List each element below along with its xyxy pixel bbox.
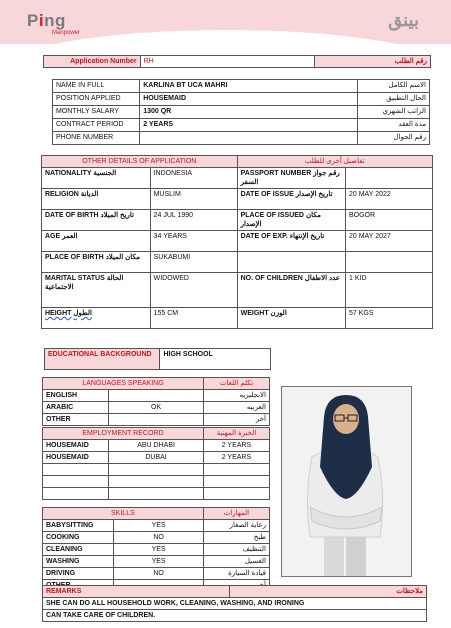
other-details-row (42, 273, 433, 308)
arabic-logo: بينق (388, 10, 419, 30)
applicant-photo (281, 386, 412, 577)
other-details-left-label-en: HEIGHT (45, 310, 72, 317)
skill-value: NO (114, 568, 203, 580)
other-details-right-label-ar: الوزن (270, 310, 287, 317)
ping-logo-letter: P (27, 11, 39, 30)
other-details-left-label (42, 273, 151, 308)
other-details-right-value: BOGOR (346, 210, 433, 231)
other-details-left-label (42, 308, 151, 329)
skill-label: CLEANING (43, 544, 114, 556)
remarks-table (42, 585, 427, 622)
skills-title: SKILLS (43, 508, 204, 520)
other-details-left-label-ar: مكان الميلاد (105, 254, 141, 261)
skill-value: NO (114, 532, 203, 544)
other-details-table (41, 155, 433, 329)
skill-label: WASHING (43, 556, 114, 568)
ping-logo-letter: n (44, 11, 55, 30)
other-details-left-label (42, 189, 151, 210)
other-details-right-label-en: DATE OF ISSUE (240, 191, 294, 198)
other-details-right-label (237, 231, 345, 252)
skill-row (43, 556, 270, 568)
skill-label: COOKING (43, 532, 114, 544)
education-label: EDUCATIONAL BACKGROUND (45, 349, 160, 370)
employment-row (43, 476, 270, 488)
language-value: OK (109, 402, 204, 414)
basic-info-value: 2 YEARS (140, 119, 358, 132)
other-details-left-value: SUKABUMI (150, 252, 237, 273)
ping-logo-sub: Manpower (52, 30, 81, 36)
basic-info-row (53, 93, 430, 106)
basic-info-label: POSITION APPLIED (53, 93, 140, 106)
other-details-row (42, 308, 433, 329)
language-label: OTHER (43, 414, 109, 426)
employment-place (109, 488, 204, 500)
other-details-left-label-ar: الطول (73, 310, 92, 317)
other-details-left-label-ar: تاريخ الميلاد (100, 212, 134, 219)
ping-logo (27, 11, 66, 31)
language-value (109, 390, 204, 402)
remarks-line-2: CAN TAKE CARE OF CHILDREN. (43, 610, 427, 622)
other-details-row (42, 189, 433, 210)
language-label-ar: آخر (204, 414, 270, 426)
other-details-left-label-en: NATIONALITY (45, 170, 92, 177)
application-number-label-ar: رقم الطلب (315, 56, 431, 68)
ping-logo-letter: i (38, 11, 45, 30)
other-details-row (42, 210, 433, 231)
skill-value: YES (114, 556, 203, 568)
applicant-photo-illustration (282, 387, 411, 576)
skill-value: YES (114, 520, 203, 532)
employment-period (203, 464, 269, 476)
education-table (44, 348, 271, 370)
languages-table (42, 377, 270, 426)
basic-info-label: MONTHLY SALARY (53, 106, 140, 119)
other-details-row (42, 252, 433, 273)
other-details-left-label-ar: العمر (62, 233, 78, 240)
skills-title-ar: المهارات (203, 508, 269, 520)
other-details-left-label-ar: الديانة (80, 191, 99, 198)
other-details-right-label-ar: عدد الاطفال (304, 275, 340, 282)
other-details-left-value: MUSLIM (150, 189, 237, 210)
other-details-right-value: 20 MAY 2027 (346, 231, 433, 252)
basic-info-label-ar: الاسم الكامل (357, 80, 429, 93)
other-details-left-value: 155 CM (150, 308, 237, 329)
other-details-left-label-en: DATE OF BIRTH (45, 212, 99, 219)
languages-title: LANGUAGES SPEAKING (43, 378, 204, 390)
other-details-right-value (346, 168, 433, 189)
basic-info-label-ar: مدة العقد (357, 119, 429, 132)
basic-info-value (140, 132, 358, 145)
other-details-left-label-en: PLACE OF BIRTH (45, 254, 104, 261)
basic-info-value: HOUSEMAID (140, 93, 358, 106)
employment-row (43, 464, 270, 476)
basic-info-label-ar: رقم الجوال (357, 132, 429, 145)
other-details-left-label (42, 252, 151, 273)
employment-row (43, 452, 270, 464)
basic-info-row (53, 119, 430, 132)
language-row (43, 390, 270, 402)
other-details-right-label-ar: تاريخ الإنتهاء (289, 233, 325, 240)
basic-info-label: PHONE NUMBER (53, 132, 140, 145)
employment-position (43, 464, 109, 476)
employment-title: EMPLOYMENT RECORD (43, 428, 204, 440)
other-details-right-label-en: WEIGHT (240, 310, 269, 317)
language-label-ar: الانجليزيه (204, 390, 270, 402)
basic-info-label: CONTRACT PERIOD (53, 119, 140, 132)
other-details-left-label-en: AGE (45, 233, 61, 240)
other-details-right-label-en: NO. OF CHILDREN (240, 275, 303, 282)
language-row (43, 402, 270, 414)
remarks-line-1: SHE CAN DO ALL HOUSEHOLD WORK, CLEANING, WASHING, AND IRONING (43, 598, 427, 610)
employment-title-ar: الخبرة المهنية (203, 428, 269, 440)
employment-place: DUBAI (109, 452, 204, 464)
employment-row (43, 440, 270, 452)
language-value (109, 414, 204, 426)
other-details-left-label-ar: الجنسية (93, 170, 117, 177)
skill-label: BABYSITTING (43, 520, 114, 532)
employment-position (43, 488, 109, 500)
language-label: ARABIC (43, 402, 109, 414)
basic-info-row (53, 132, 430, 145)
employment-period (203, 488, 269, 500)
other-details-right-label (237, 252, 345, 273)
skill-row (43, 544, 270, 556)
skill-row (43, 520, 270, 532)
languages-title-ar: تكلم اللغات (204, 378, 270, 390)
employment-period: 2 YEARS (203, 452, 269, 464)
skill-row (43, 532, 270, 544)
other-details-right-label-ar: مكان الإصدار (240, 212, 321, 228)
basic-info-label-ar: الحال التطبيق (357, 93, 429, 106)
remarks-title-ar: ملاحظات (230, 586, 427, 598)
skill-label-ar: قيادة السيارة (203, 568, 269, 580)
other-details-right-label (237, 273, 345, 308)
employment-period: 2 YEARS (203, 440, 269, 452)
language-label: ENGLISH (43, 390, 109, 402)
skill-label-ar: التنظيف (203, 544, 269, 556)
basic-info-value: KARLINA BT UCA MAHRI (140, 80, 358, 93)
employment-period (203, 476, 269, 488)
basic-info-label-ar: الراتب الشهري (357, 106, 429, 119)
other-details-left-label (42, 168, 151, 189)
other-details-title-ar: تفاصيل أخرى للطلب (237, 156, 432, 168)
other-details-left-label-en: MARITAL STATUS (45, 275, 105, 282)
other-details-right-label (237, 308, 345, 329)
employment-place: ABU DHABI (109, 440, 204, 452)
remarks-title: REMARKS (43, 586, 230, 598)
skill-label-ar: طبخ (203, 532, 269, 544)
other-details-row (42, 231, 433, 252)
employment-table (42, 427, 270, 500)
other-details-right-label (237, 189, 345, 210)
other-details-right-value: 1 KID (346, 273, 433, 308)
other-details-left-value: 24 JUL 1990 (150, 210, 237, 231)
basic-info-row (53, 106, 430, 119)
other-details-title: OTHER DETAILS OF APPLICATION (42, 156, 238, 168)
other-details-right-label-ar: رقم جواز السفر (240, 170, 340, 186)
other-details-right-label-en: PLACE OF ISSUED (240, 212, 304, 219)
basic-info-table (52, 79, 430, 145)
other-details-left-label (42, 210, 151, 231)
ping-logo-letter: g (54, 11, 66, 30)
employment-position: HOUSEMAID (43, 452, 109, 464)
skill-label-ar: رعاية الصغار (203, 520, 269, 532)
other-details-left-label (42, 231, 151, 252)
other-details-right-label-ar: تاريخ الإصدار (295, 191, 333, 198)
skill-label: DRIVING (43, 568, 114, 580)
other-details-right-value (346, 252, 433, 273)
skill-value: YES (114, 544, 203, 556)
other-details-row (42, 168, 433, 189)
education-value: HIGH SCHOOL (160, 349, 271, 370)
other-details-right-label-en: DATE OF EXP. (240, 233, 288, 240)
other-details-right-label (237, 210, 345, 231)
other-details-left-value: WIDOWED (150, 273, 237, 308)
application-number-table (43, 55, 431, 68)
basic-info-label: NAME IN FULL (53, 80, 140, 93)
skill-label-ar: الغسيل (203, 556, 269, 568)
employment-row (43, 488, 270, 500)
employment-position: HOUSEMAID (43, 440, 109, 452)
employment-position (43, 476, 109, 488)
other-details-left-label-ar: الحالة الاجتماعية (45, 275, 124, 291)
skill-row (43, 568, 270, 580)
employment-place (109, 464, 204, 476)
application-number-label: Application Number (44, 56, 141, 68)
basic-info-value: 1300 QR (140, 106, 358, 119)
employment-place (109, 476, 204, 488)
other-details-right-label (237, 168, 345, 189)
basic-info-row (53, 80, 430, 93)
language-row (43, 414, 270, 426)
other-details-right-label-en: PASSPORT NUMBER (240, 170, 312, 177)
application-number-value: RH (140, 56, 315, 68)
other-details-left-label-en: RELIGION (45, 191, 79, 198)
other-details-left-value: 34 YEARS (150, 231, 237, 252)
other-details-right-value: 57 KGS (346, 308, 433, 329)
other-details-right-value: 20 MAY 2022 (346, 189, 433, 210)
other-details-left-value: INDONESIA (150, 168, 237, 189)
language-label-ar: العربيه (204, 402, 270, 414)
skills-table (42, 507, 270, 592)
